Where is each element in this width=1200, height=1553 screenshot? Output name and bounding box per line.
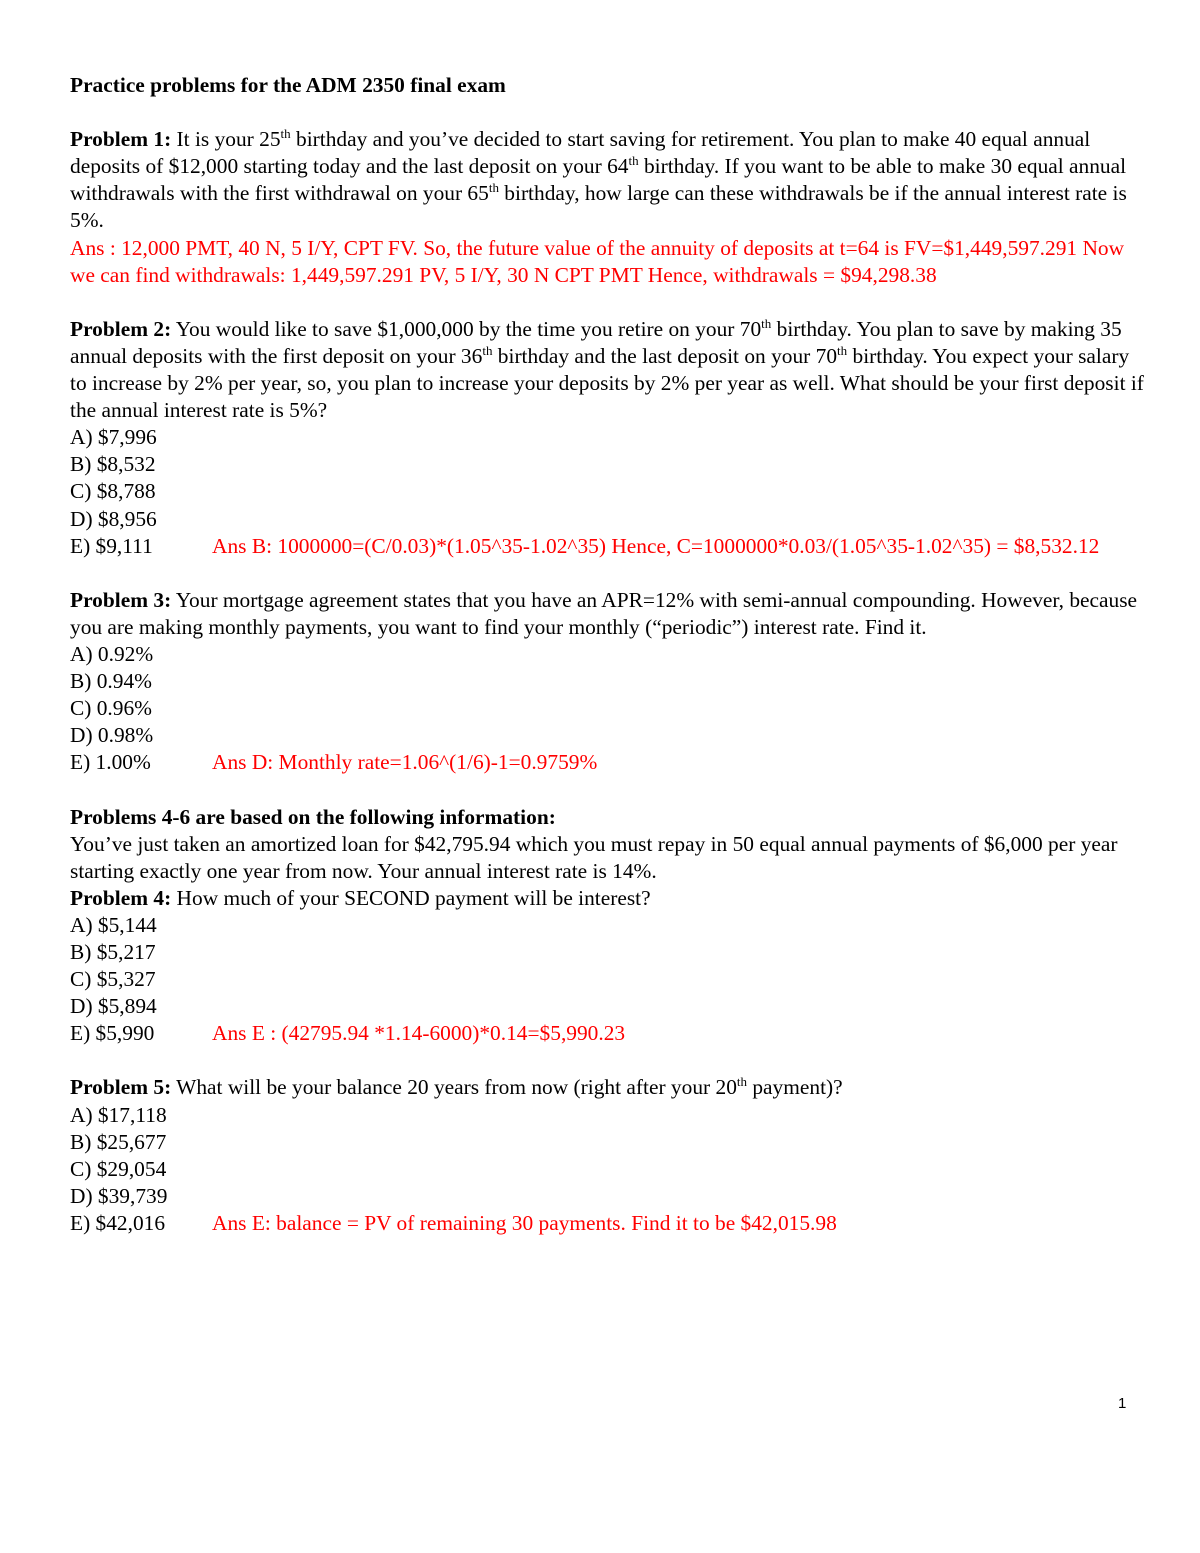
problem-3-option: A) 0.92% xyxy=(70,641,154,666)
problem-1-text: It is your 25 xyxy=(171,127,281,152)
ordinal-suffix: th xyxy=(488,180,499,196)
problem-3-option: D) 0.98% xyxy=(70,723,154,748)
problem-2-text: birthday. You plan to save by making 35 annual deposits with the first deposit on your 36 xyxy=(70,316,1122,368)
ordinal-suffix: th xyxy=(736,1074,748,1090)
ordinal-suffix: th xyxy=(482,342,493,358)
problem-5-option: C) $29,054 xyxy=(70,1156,167,1181)
info-heading: Problems 4-6 are based on the following information: xyxy=(70,804,556,829)
problem-4-option: C) $5,327 xyxy=(70,967,156,992)
info-text: You’ve just taken an amortized loan for $42,795.94 which you must repay in 50 equal annual payments of $6,000 per year starting exactly one year from now. Your annual interest rate is 14%. xyxy=(70,831,1118,883)
problem-3-last-option-row xyxy=(70,749,1145,776)
problem-4-label: Problem 4: xyxy=(70,885,172,910)
problem-3 xyxy=(70,587,1145,641)
problem-1 xyxy=(70,126,1145,234)
problem-3-option: E) 1.00% xyxy=(70,750,151,775)
document-title: Practice problems for the ADM 2350 final exam xyxy=(70,73,506,97)
problem-4-answer: Ans E : (42795.94 *1.14-6000)*0.14=$5,990.23 xyxy=(212,1021,626,1046)
problem-2-option: B) $8,532 xyxy=(70,452,156,477)
problem-2-label: Problem 2: xyxy=(70,316,172,341)
problem-1-text: birthday and you’ve decided to start saving for retirement. You plan to make 40 equal annual deposits of $12,000 starting today and the last deposit on your 64 xyxy=(70,127,1091,179)
ordinal-suffix: th xyxy=(280,126,291,142)
problem-4-option: A) $5,144 xyxy=(70,912,157,937)
problem-4 xyxy=(70,885,1145,912)
problem-2-text: birthday. You expect your salary to increase by 2% per year, so, you plan to increase your deposits by 2% per year as well. What should be your first deposit if the annual interest rate is 5%? xyxy=(70,343,1144,423)
document-page xyxy=(70,72,1145,1237)
problem-5-text: payment)? xyxy=(747,1075,843,1100)
ordinal-suffix: th xyxy=(761,315,772,331)
problem-2 xyxy=(70,316,1145,424)
problem-5-option: D) $39,739 xyxy=(70,1183,168,1208)
problem-2-option: A) $7,996 xyxy=(70,425,157,450)
problem-5-label: Problem 5: xyxy=(70,1075,172,1100)
problem-3-option: B) 0.94% xyxy=(70,669,152,694)
problem-4-option: E) $5,990 xyxy=(70,1021,155,1046)
problem-5-option: E) $42,016 xyxy=(70,1210,166,1235)
problem-3-label: Problem 3: xyxy=(70,587,172,612)
problem-2-option: C) $8,788 xyxy=(70,479,156,504)
ordinal-suffix: th xyxy=(837,342,848,358)
problem-1-answer: Ans : 12,000 PMT, 40 N, 5 I/Y, CPT FV. So, the future value of the annuity of deposits at t=64 is FV=$1,449,597.291 Now we can find withdrawals: 1,449,597.291 PV, 5 I/Y, 30 N CPT PMT Hence, withdrawals = $94,298.38 xyxy=(70,235,1125,287)
problem-4-option: D) $5,894 xyxy=(70,994,157,1019)
problem-5-text: What will be your balance 20 years from now (right after your 20 xyxy=(171,1075,737,1100)
problem-2-last-option-row xyxy=(70,533,1145,560)
problem-2-option: D) $8,956 xyxy=(70,506,157,531)
problem-2-text: birthday and the last deposit on your 70 xyxy=(492,343,838,368)
problem-5-answer: Ans E: balance = PV of remaining 30 payments. Find it to be $42,015.98 xyxy=(212,1210,837,1235)
problem-4-option: B) $5,217 xyxy=(70,940,156,964)
problem-5 xyxy=(70,1074,1145,1101)
problem-1-text: birthday, how large can these withdrawals be if the annual interest rate is 5%. xyxy=(70,181,1127,233)
problem-5-option: B) $25,677 xyxy=(70,1129,167,1154)
page-number: 1 xyxy=(1118,1395,1127,1412)
problem-1-text: birthday. If you want to be able to make 30 equal annual withdrawals with the first withdrawal on your 65 xyxy=(70,154,1127,206)
problem-4-last-option-row xyxy=(70,1020,1145,1047)
problem-3-text: Your mortgage agreement states that you have an APR=12% with semi-annual compounding. However, because you are making monthly payments, you want to find your monthly (“periodic”) interest rate. Find it. xyxy=(70,587,1138,639)
problem-3-option: C) 0.96% xyxy=(70,696,152,721)
problem-2-text: You would like to save $1,000,000 by the time you retire on your 70 xyxy=(171,316,762,341)
ordinal-suffix: th xyxy=(628,153,639,169)
problem-1-label: Problem 1: xyxy=(70,127,172,152)
problem-5-option: A) $17,118 xyxy=(70,1102,167,1127)
problem-2-answer: Ans B: 1000000=(C/0.03)*(1.05^35-1.02^35) Hence, C=1000000*0.03/(1.05^35-1.02^35) = $8,532.12 xyxy=(212,533,1100,558)
problem-4-text: How much of your SECOND payment will be interest? xyxy=(171,885,651,910)
problem-3-answer: Ans D: Monthly rate=1.06^(1/6)-1=0.9759% xyxy=(212,750,598,775)
problem-2-option: E) $9,111 xyxy=(70,533,153,558)
problem-5-last-option-row xyxy=(70,1210,1145,1237)
